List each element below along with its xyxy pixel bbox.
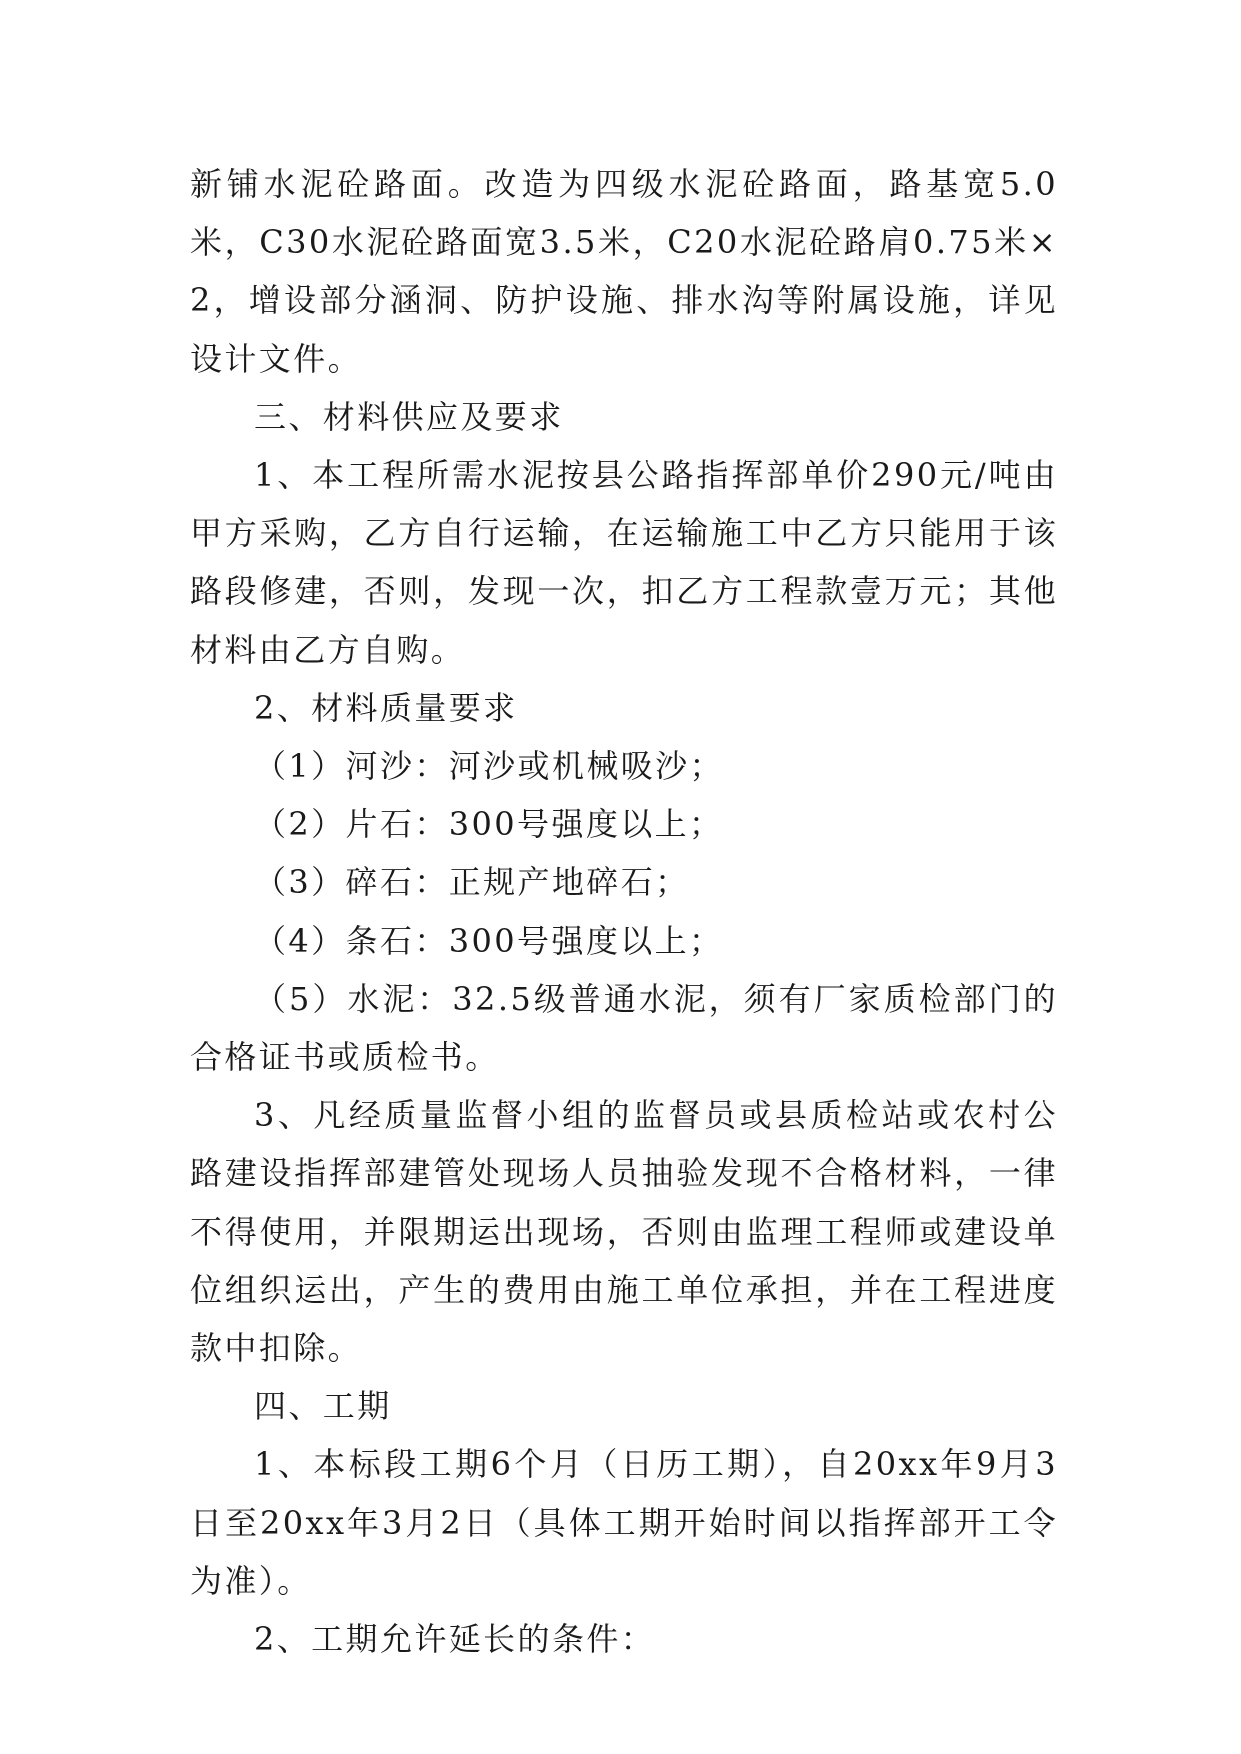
list-item-cement: （5）水泥：32.5级普通水泥，须有厂家质检部门的合格证书或质检书。 bbox=[190, 979, 1058, 1077]
list-item-river-sand: （1）河沙：河沙或机械吸沙； bbox=[254, 747, 724, 786]
paragraph-road-spec: 新铺水泥砼路面。改造为四级水泥砼路面，路基宽5.0米，C30水泥砼路面宽3.5米，C20水泥砼路肩0.75米×2，增设部分涵洞、防护设施、排水沟等附属设施，详见设计文件。 bbox=[190, 165, 1058, 378]
paragraph-cement-supply: 1、本工程所需水泥按县公路指挥部单价290元/吨由甲方采购，乙方自行运输，在运输施工中乙方只能用于该路段修建，否则，发现一次，扣乙方工程款壹万元；其他材料由乙方自购。 bbox=[190, 456, 1058, 669]
section-heading-schedule: 四、工期 bbox=[254, 1387, 392, 1426]
paragraph-quality-heading: 2、材料质量要求 bbox=[254, 688, 518, 727]
paragraph-schedule-duration: 1、本标段工期6个月（日历工期），自20xx年9月3日至20xx年3月2日（具体工期开始时间以指挥部开工令为准）。 bbox=[190, 1445, 1058, 1600]
list-item-block-stone: （4）条石：300号强度以上； bbox=[254, 921, 724, 960]
list-item-crushed-stone: （3）碎石：正规产地碎石； bbox=[254, 863, 690, 902]
paragraph-extension-conditions: 2、工期允许延长的条件： bbox=[254, 1620, 656, 1659]
paragraph-unqualified-materials: 3、凡经质量监督小组的监督员或县质检站或农村公路建设指挥部建管处现场人员抽验发现不合格材料，一律不得使用，并限期运出现场，否则由监理工程师或建设单位组织运出，产生的费用由施工单位承担，并在工程进度款中扣除。 bbox=[190, 1096, 1058, 1368]
list-item-rubble-stone: （2）片石：300号强度以上； bbox=[254, 805, 724, 844]
document-body bbox=[190, 155, 1058, 1668]
section-heading-materials: 三、材料供应及要求 bbox=[254, 397, 564, 436]
